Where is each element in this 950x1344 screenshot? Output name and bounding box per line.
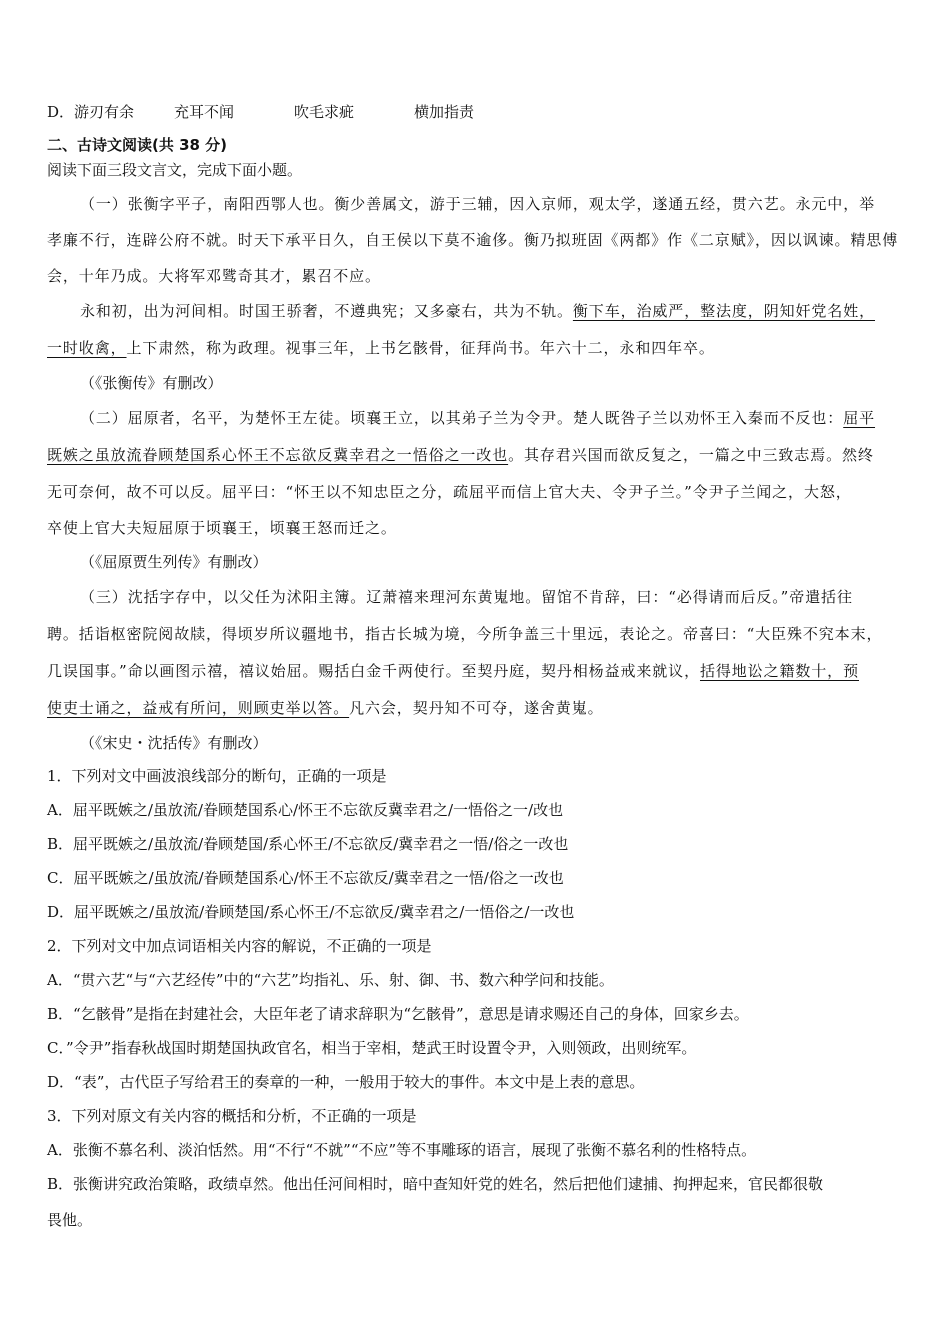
passage2-line: 无可奈何，故不可以反。屈平曰：“怀王以不知忠臣之分，疏屈平而信上官大夫、令尹子兰。”令尹子兰闻之，大怒，	[47, 483, 852, 501]
wavy-line-text: 既嫉之虽放流眷顾楚国系心怀王不忘欲反冀幸君之一悟俗之一改也	[47, 446, 509, 464]
answer-option: A．“贯六艺“与“六艺经传”中的“六艺”均指礼、乐、射、御、书、数六种学问和技能。	[47, 971, 614, 989]
passage1-line: 孝廉不行，连辟公府不就。时天下承平日久，自王侯以下莫不逾侈。衡乃拟班固《两都》作《二京赋》，因以讽谏。精思傅	[47, 231, 899, 249]
passage3-text: 凡六会，契丹知不可夺，遂舍黄嵬。	[349, 699, 604, 717]
answer-option: C．”令尹”指春秋战国时期楚国执政官名，相当于宰相，楚武王时设置令尹，入则领政，出则统军。	[47, 1039, 697, 1057]
passage2-text: 。其存君兴国而欲反复之，一篇之中三致志焉。然终	[508, 446, 874, 464]
wavy-line-text: 屈平	[843, 409, 876, 427]
answer-option: D．屈平既嫉之/虽放流/眷顾楚国/系心怀王/不忘欲反/冀幸君之/一悟俗之/一改也	[47, 903, 575, 921]
underlined-sentence: 衡下车，治威严，整法度，阴知奸党名姓，	[572, 302, 876, 320]
answer-option: B．张衡讲究政治策略，政绩卓然。他出任河间相时，暗中查知奸党的姓名，然后把他们逮捕、拘押起来，官民都很敬	[47, 1175, 824, 1193]
passage1-line: 会，十年乃成。大将军邓骘奇其才，累召不应。	[47, 267, 381, 285]
prev-option-d-label: D．	[47, 103, 75, 121]
prev-option-d-word: 横加指责	[414, 103, 475, 121]
question-stem: 2．下列对文中加点词语相关内容的解说，不正确的一项是	[47, 937, 432, 955]
passage1-line	[80, 301, 875, 321]
underlined-sentence: 括得地讼之籍数十，预	[699, 662, 859, 680]
passage3-line	[47, 661, 859, 681]
answer-option: D．“表”，古代臣子写给君王的奏章的一种，一般用于较大的事件。本文中是上表的意思。	[47, 1073, 645, 1091]
passage2-line	[80, 408, 875, 428]
question-stem: 1．下列对文中画波浪线部分的断句，正确的一项是	[47, 767, 387, 785]
passage1-source: （《张衡传》有删改）	[80, 374, 223, 392]
question-stem: 3．下列对原文有关内容的概括和分析，不正确的一项是	[47, 1107, 417, 1125]
passage3-line: 聘。括诣枢密院阅故牍，得顷岁所议疆地书，指古长城为境，今所争盖三十里远，表论之。帝喜曰：“大臣殊不究本末，	[47, 625, 883, 643]
answer-option: B．“乞骸骨”是指在封建社会，大臣年老了请求辞职为“乞骸骨”，意思是请求赐还自己的身体，回家乡去。	[47, 1005, 749, 1023]
prev-option-d-word: 游刃有余	[74, 103, 135, 121]
passage2-line	[47, 445, 874, 465]
passage1-text: 上下肃然，称为政理。视事三年，上书乞骸骨，征拜尚书。年六十二，永和四年卒。	[126, 339, 715, 357]
underlined-sentence: 一时收禽，	[47, 339, 127, 357]
prev-option-d-word: 吹毛求疵	[294, 103, 355, 121]
passage3-line	[47, 698, 604, 718]
prev-option-d-word: 充耳不闻	[174, 103, 235, 121]
passage1-line: （一）张衡字平子，南阳西鄂人也。衡少善属文，游于三辅，因入京师，观太学，遂通五经，贯六艺。永元中，举	[80, 195, 876, 213]
passage3-text: 几误国事。”命以画图示禧，禧议始屈。赐括白金千两使行。至契丹庭，契丹相杨益戒来就议，	[47, 662, 700, 680]
passage2-line: 卒使上官大夫短屈原于顷襄王，顷襄王怒而迁之。	[47, 519, 397, 537]
passage1-line	[47, 338, 715, 358]
answer-option: A．屈平既嫉之/虽放流/眷顾楚国系心/怀王不忘欲反冀幸君之/一悟俗之一/改也	[47, 801, 564, 819]
answer-option: C．屈平既嫉之/虽放流/眷顾楚国系心/怀王不忘欲反/冀幸君之一悟/俗之一改也	[47, 869, 564, 887]
passage3-line: （三）沈括字存中，以父任为沭阳主簿。辽萧禧来理河东黄嵬地。留馆不肯辞，曰：“必得请而后反。”帝遣括往	[80, 588, 853, 606]
section-title: 二、古诗文阅读(共 38 分)	[47, 136, 228, 154]
prev-option-d	[47, 102, 474, 122]
underlined-sentence: 使吏士诵之，益戒有所问，则顾吏举以答。	[47, 699, 350, 717]
answer-option-continued: 畏他。	[47, 1211, 93, 1229]
passage3-source: （《宋史・沈括传》有删改）	[80, 734, 268, 752]
passage1-text: 永和初，出为河间相。时国王骄奢，不遵典宪；又多豪右，共为不轨。	[80, 302, 573, 320]
passage2-text: （二）屈原者，名平，为楚怀王左徒。顷襄王立，以其弟子兰为令尹。楚人既咎子兰以劝怀王入秦而不反也：	[80, 409, 844, 427]
answer-option: A．张衡不慕名利、淡泊恬然。用“不行“不就”“不应”等不事雕琢的语言，展现了张衡不慕名利的性格特点。	[47, 1141, 757, 1159]
passage2-source: （《屈原贾生列传》有删改）	[80, 553, 268, 571]
section-instruction: 阅读下面三段文言文，完成下面小题。	[47, 161, 303, 179]
answer-option: B．屈平既嫉之/虽放流/眷顾楚国/系心怀王/不忘欲反/冀幸君之一悟/俗之一改也	[47, 835, 569, 853]
